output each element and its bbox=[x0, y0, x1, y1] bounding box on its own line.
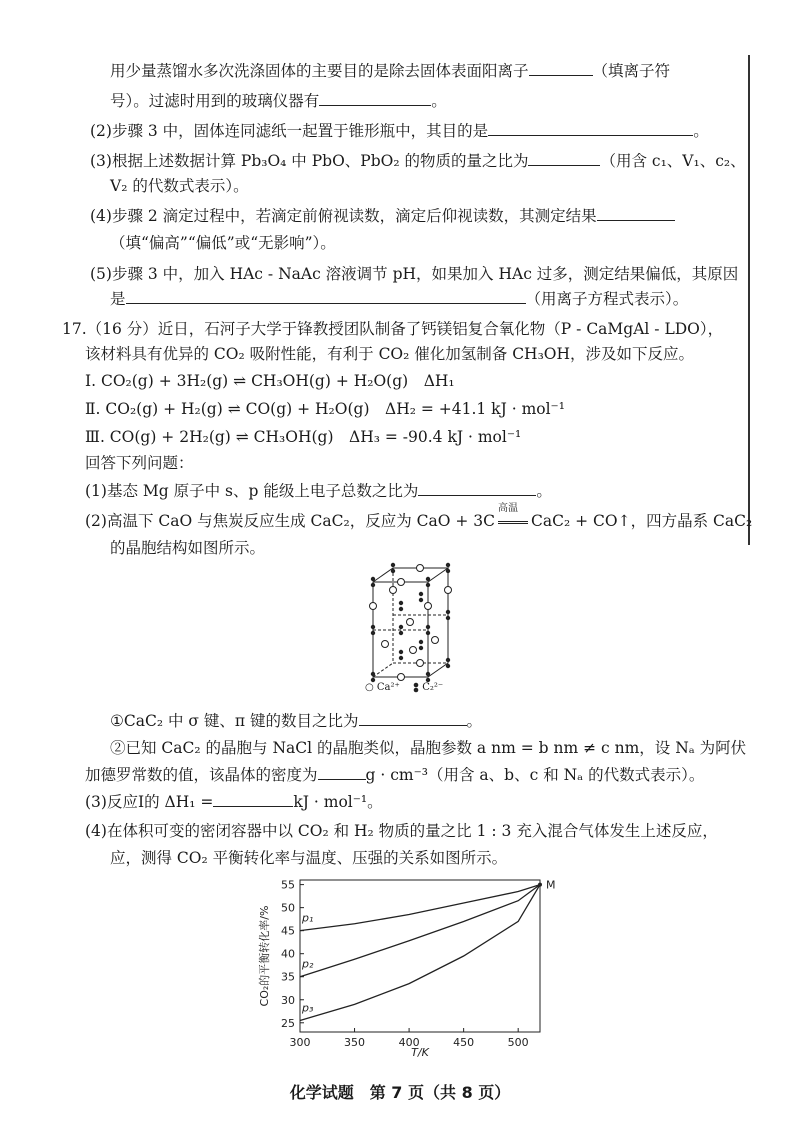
x-axis-label: T/K bbox=[411, 1046, 429, 1057]
page-footer: 化学试题 第 7 页（共 8 页） bbox=[289, 1083, 511, 1102]
x-tick-label: 450 bbox=[453, 1036, 475, 1049]
series-label-2: p₂ bbox=[302, 957, 314, 971]
crystal-cell-figure bbox=[365, 560, 455, 699]
q16-part3: (3)根据上述数据计算 Pb₃O₄ 中 PbO、PbO₂ 的物质的量之比为 （用含 c₁、V₁、c₂、 bbox=[90, 152, 746, 170]
y-axis-label: CO₂的平衡转化率/% bbox=[258, 905, 271, 1007]
q17-part4-line2: 应，测得 CO₂ 平衡转化率与温度、压强的关系如图所示。 bbox=[110, 849, 508, 867]
point-m-label: M bbox=[546, 878, 556, 892]
q16-part2: (2)步骤 3 中，固体连同滤纸一起置于锥形瓶中，其目的是 。 bbox=[90, 122, 709, 140]
q17-sub2-line2: 加德罗常数的值，该晶体的密度为 g · cm⁻³（用含 a、b、c 和 Nₐ 的代数式表示）。 bbox=[85, 766, 705, 784]
q17-ask: 回答下列问题： bbox=[85, 454, 194, 472]
q17-heading: 17.（16 分）近日，石河子大学于锋教授团队制备了钙镁铝复合氧化物（P - CaMgAl - LDO）， bbox=[62, 320, 724, 338]
q17-heading-line2: 该材料具有优异的 CO₂ 吸附性能，有利于 CO₂ 催化加氢制备 CH₃OH，涉及如下反应。 bbox=[85, 345, 695, 363]
margin-rule bbox=[748, 55, 750, 545]
conversion-chart-figure bbox=[250, 872, 570, 1061]
y-tick-label: 30 bbox=[281, 993, 295, 1007]
x-tick-label: 500 bbox=[507, 1036, 529, 1049]
q17-part4: (4)在体积可变的密闭容器中以 CO₂ 和 H₂ 物质的量之比 1 : 3 充入混合气体发生上述反应， bbox=[85, 822, 718, 840]
y-tick-label: 40 bbox=[281, 947, 295, 961]
conversion-chart bbox=[250, 872, 570, 1057]
q17-part2: (2)高温下 CaO 与焦炭反应生成 CaC₂，反应为 CaO + 3C 高温 CaC₂ + CO↑，四方晶系 CaC₂ bbox=[85, 510, 752, 532]
x-tick-label: 350 bbox=[344, 1036, 366, 1049]
q17-part2-line2: 的晶胞结构如图所示。 bbox=[110, 539, 266, 557]
reaction-1: Ⅰ. CO₂(g) + 3H₂(g) ⇌ CH₃OH(g) + H₂O(g) ΔH₁ bbox=[85, 372, 455, 390]
legend-c2: C₂²⁻ bbox=[413, 682, 443, 693]
q17-sub1: ①CaC₂ 中 σ 键、π 键的数目之比为 。 bbox=[110, 712, 483, 730]
x-tick-label: 400 bbox=[398, 1036, 420, 1049]
q17-part3: (3)反应Ⅰ的 ΔH₁ = kJ · mol⁻¹。 bbox=[85, 793, 383, 811]
y-tick-label: 55 bbox=[281, 878, 295, 892]
q16-part4: (4)步骤 2 滴定过程中，若滴定前俯视读数，滴定后仰视读数，其测定结果 bbox=[90, 205, 675, 227]
series-label-3: p₃ bbox=[302, 1001, 314, 1015]
x-tick-label: 300 bbox=[289, 1036, 311, 1049]
point-m bbox=[538, 883, 542, 887]
y-tick-label: 50 bbox=[281, 901, 295, 915]
series-line-3 bbox=[300, 885, 540, 1021]
q16-part4-line2: （填“偏高”“偏低”或“无影响”）。 bbox=[110, 234, 336, 252]
series-label-1: p₁ bbox=[302, 911, 314, 925]
crystal-cell-diagram bbox=[365, 560, 455, 695]
series-line-1 bbox=[300, 885, 540, 931]
reaction-3: Ⅲ. CO(g) + 2H₂(g) ⇌ CH₃OH(g) ΔH₃ = -90.4 kJ · mol⁻¹ bbox=[85, 428, 522, 446]
q16-line1: 用少量蒸馏水多次洗涤固体的主要目的是除去固体表面阳离子 （填离子符 bbox=[110, 62, 671, 80]
q17-sub2: ②已知 CaC₂ 的晶胞与 NaCl 的晶胞类似，晶胞参数 a nm = b nm ≠ c nm，设 Nₐ 为阿伏 bbox=[110, 739, 747, 757]
q16-part3-line2: V₂ 的代数式表示）。 bbox=[110, 177, 249, 195]
y-tick-label: 45 bbox=[281, 924, 295, 938]
y-tick-label: 25 bbox=[281, 1016, 295, 1030]
reaction-2: Ⅱ. CO₂(g) + H₂(g) ⇌ CO(g) + H₂O(g) ΔH₂ = +41.1 kJ · mol⁻¹ bbox=[85, 400, 565, 418]
q17-part1: (1)基态 Mg 原子中 s、p 能级上电子总数之比为 。 bbox=[85, 482, 552, 500]
q16-line2: 号）。过滤时用到的玻璃仪器有 。 bbox=[110, 92, 447, 110]
q16-part5: (5)步骤 3 中，加入 HAc - NaAc 溶液调节 pH，如果加入 HAc 过多，测定结果偏低，其原因 bbox=[90, 265, 739, 283]
legend-ca: ○ Ca²⁺ bbox=[365, 682, 400, 693]
c2-ion-icon bbox=[413, 682, 419, 693]
condition-label: 高温 bbox=[498, 503, 519, 514]
y-tick-label: 35 bbox=[281, 970, 295, 984]
q16-part5-line2: 是 （用离子方程式表示）。 bbox=[110, 290, 689, 308]
